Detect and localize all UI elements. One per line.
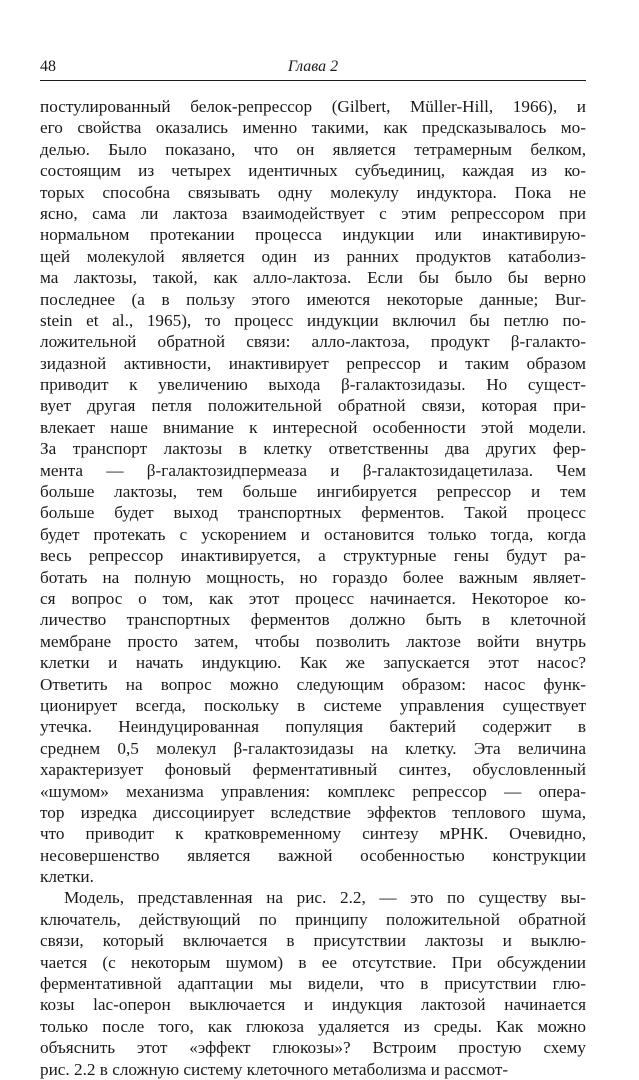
header-rule <box>40 80 586 81</box>
book-page <box>40 58 586 1080</box>
text-line: чается (с некоторым шумом) в ее отсутствие. При обсуждении <box>40 952 586 972</box>
text-line: «шумом» механизма управления: комплекс репрессор — опера- <box>40 781 586 801</box>
text-line: зидазной активности, инактивирует репрессор и таким образом <box>40 353 586 373</box>
text-line: вует другая петля положительной обратной связи, которая при- <box>40 396 586 416</box>
text-line: несовершенство является важной особенностью конструкции <box>40 845 586 865</box>
text-line: что приводит к кратковременному синтезу мРНК. Очевидно, <box>40 824 586 844</box>
text-line: ботать на полную мощность, но гораздо более важным являет- <box>40 567 586 587</box>
text-line: личество транспортных ферментов должно быть в клеточной <box>40 610 586 630</box>
body-text <box>40 96 586 1080</box>
text-line: приводит к увеличению выхода β-галактозидазы. Но сущест- <box>40 375 586 395</box>
text-line: только после того, как глюкоза удаляется из среды. Как можно <box>40 1016 586 1036</box>
text-line: больше лактозы, тем больше ингибируется репрессор и тем <box>40 482 586 502</box>
text-line: Ответить на вопрос можно следующим образом: насос функ- <box>40 674 586 694</box>
text-line: клетки и начать индукцию. Как же запускается этот насос? <box>40 653 586 673</box>
text-line: клетки. <box>40 867 94 887</box>
text-line: весь репрессор инактивируется, а структурные гены будут ра- <box>40 546 586 566</box>
text-line: ся вопрос о том, как этот процесс начинается. Некоторое ко- <box>40 588 586 608</box>
text-line: больше будет выход транспортных ферментов. Такой процесс <box>40 503 586 523</box>
text-line: тор изредка диссоциирует вследствие эффектов теплового шума, <box>40 802 586 822</box>
text-line: его свойства оказались именно такими, как предсказывалось мо- <box>40 118 586 138</box>
text-line: ционирует всегда, поскольку в системе управления существует <box>40 695 586 715</box>
chapter-title: Глава 2 <box>287 58 339 75</box>
page-number: 48 <box>40 58 56 75</box>
text-line: ферментативной адаптации мы видели, что в присутствии глю- <box>40 974 586 994</box>
text-line: ложительной обратной связи: алло-лактоза, продукт β-галакто- <box>40 332 586 352</box>
text-line: состоящим из четырех идентичных субъединиц, каждая из ко- <box>40 161 586 181</box>
text-line: последнее (а в пользу этого имеются некоторые данные; Bur- <box>40 289 586 309</box>
text-line: мембране просто затем, чтобы позволить лактозе войти внутрь <box>40 631 586 651</box>
text-line: утечка. Неиндуцированная популяция бактерий содержит в <box>40 717 586 737</box>
text-line: связи, который включается в присутствии лактозы и выклю- <box>40 931 586 951</box>
text-line: ма лактозы, такой, как алло-лактоза. Если бы было бы верно <box>40 268 586 288</box>
text-line: рис. 2.2 в сложную систему клеточного метаболизма и рассмот- <box>40 1059 509 1079</box>
text-line: торых способна связывать одну молекулу индуктора. Пока не <box>40 182 586 202</box>
text-line: ясно, сама ли лактоза взаимодействует с этим репрессором при <box>40 203 586 223</box>
text-line: ключатель, действующий по принципу положительной обратной <box>40 909 586 929</box>
text-line: нормальном протекании процесса индукции или инактивирую- <box>40 225 586 245</box>
text-line: характеризует фоновый ферментативный синтез, обусловленный <box>40 760 586 780</box>
text-line: делью. Было показано, что он является тетрамерным белком, <box>40 139 586 159</box>
text-line: щей молекулой является один из ранних продуктов катаболиз- <box>40 246 586 266</box>
text-line: влекает наше внимание к интересной особенности этой модели. <box>40 417 586 437</box>
text-line: козы lac-оперон выключается и индукция лактозой начинается <box>40 995 586 1015</box>
text-line: объяснить этот «эффект глюкозы»? Встроим простую схему <box>40 1038 586 1058</box>
running-head <box>40 58 586 84</box>
text-line: будет протекать с ускорением и остановится только тогда, когда <box>40 524 586 544</box>
text-line: среднем 0,5 молекул β-галактозидазы на клетку. Эта величина <box>40 738 586 758</box>
text-line: За транспорт лактозы в клетку ответственны два других фер- <box>40 439 586 459</box>
text-line: Модель, представленная на рис. 2.2, — это по существу вы- <box>64 888 586 908</box>
text-line: мента — β-галактозидпермеаза и β-галактозидацетилаза. Чем <box>40 460 586 480</box>
text-line: stein et al., 1965), то процесс индукции включил бы петлю по- <box>40 310 586 330</box>
text-line: постулированный белок-репрессор (Gilbert, Müller-Hill, 1966), и <box>40 97 586 116</box>
